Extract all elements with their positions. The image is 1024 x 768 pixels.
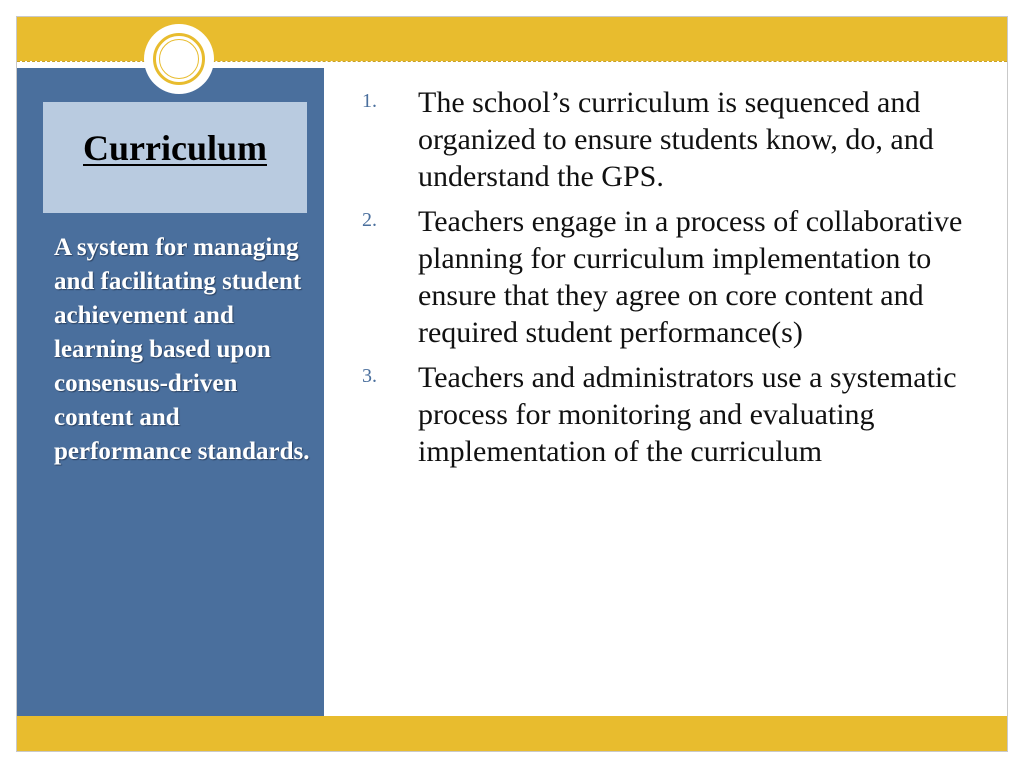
list-item-text: Teachers and administrators use a systematic process for monitoring and evaluating implementation of the curriculum <box>418 361 957 468</box>
slide-title: Curriculum <box>83 128 267 168</box>
list-item <box>356 84 988 195</box>
bottom-gold-band <box>17 716 1007 751</box>
list-item <box>356 359 988 470</box>
list-item-number: 1. <box>362 90 377 112</box>
list-item-number: 3. <box>362 365 377 387</box>
numbered-list <box>356 84 988 478</box>
list-item-text: The school’s curriculum is sequenced and organized to ensure students know, do, and understand the GPS. <box>418 86 934 193</box>
circle-ornament-icon <box>144 24 214 94</box>
list-item-number: 2. <box>362 209 377 231</box>
slide-subtitle: A system for managing and facilitating student achievement and learning based upon consensus-driven content and performance standards. <box>54 234 310 465</box>
list-item-text: Teachers engage in a process of collaborative planning for curriculum implementation to ensure that they agree on core content and required student performance(s) <box>418 205 963 349</box>
list-item <box>356 203 988 351</box>
ornament-inner-ring <box>159 39 199 79</box>
